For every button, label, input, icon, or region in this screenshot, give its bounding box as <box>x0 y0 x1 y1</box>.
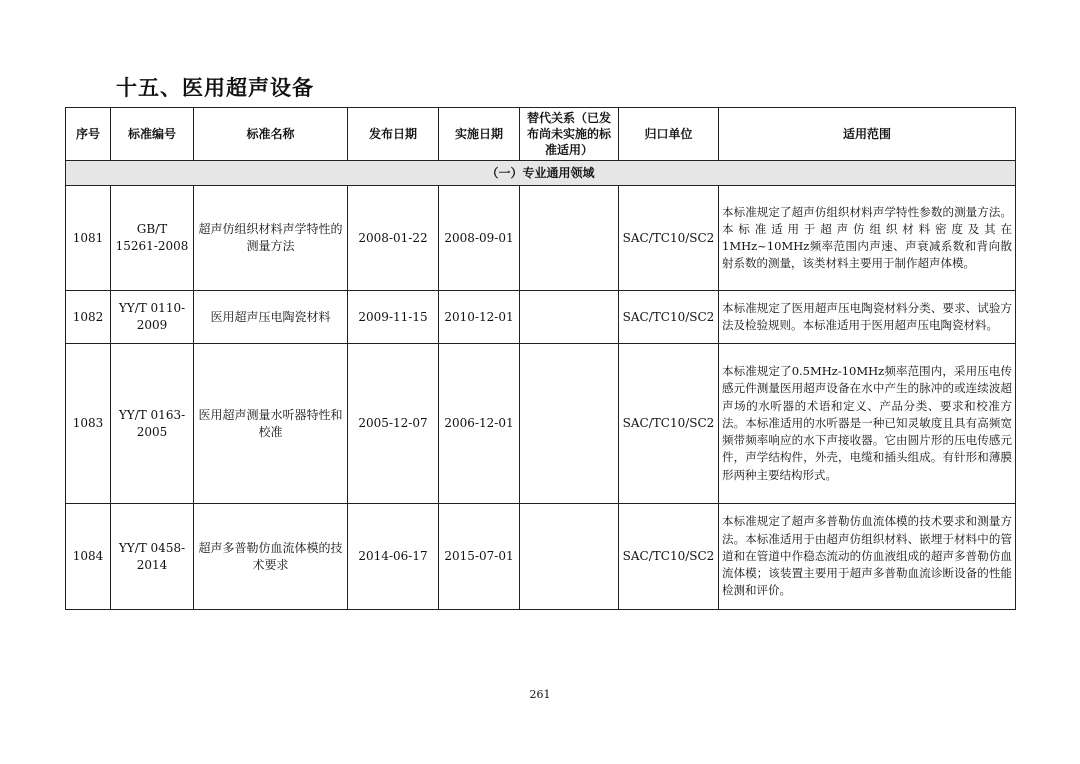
cell-name: 医用超声压电陶瓷材料 <box>194 291 348 344</box>
cell-scope: 本标准规定了超声多普勒仿血流体模的技术要求和测量方法。本标准适用于由超声仿组织材料、嵌埋于材料中的管道和在管道中作稳态流动的仿血液组成的超声多普勒仿血流体模；该装置主要用于超声多普勒血流诊断设备的性能检测和评价。 <box>719 504 1016 610</box>
cell-name: 医用超声测量水听器特性和校准 <box>194 344 348 504</box>
cell-no: 1083 <box>66 344 111 504</box>
page-title: 十五、医用超声设备 <box>116 76 314 100</box>
table-row <box>66 291 1016 344</box>
header-no: 序号 <box>66 108 111 161</box>
cell-unit: SAC/TC10/SC2 <box>619 344 719 504</box>
cell-unit: SAC/TC10/SC2 <box>619 186 719 291</box>
cell-effective: 2015-07-01 <box>439 504 520 610</box>
section-row <box>66 161 1016 186</box>
cell-scope: 本标准规定了超声仿组织材料声学特性参数的测量方法。本标准适用于超声仿组织材料密度及其在1MHz~10MHz频率范围内声速、声衰减系数和背向散射系数的测量，该类材料主要用于制作超声体模。 <box>719 186 1016 291</box>
cell-name: 超声仿组织材料声学特性的测量方法 <box>194 186 348 291</box>
cell-issued: 2009-11-15 <box>348 291 439 344</box>
cell-code: YY/T 0110-2009 <box>111 291 194 344</box>
table-row <box>66 344 1016 504</box>
cell-code: YY/T 0458-2014 <box>111 504 194 610</box>
section-title: （一）专业通用领域 <box>66 161 1016 186</box>
table-row <box>66 504 1016 610</box>
cell-issued: 2008-01-22 <box>348 186 439 291</box>
cell-replace <box>520 504 619 610</box>
standards-table <box>65 107 1016 610</box>
cell-unit: SAC/TC10/SC2 <box>619 291 719 344</box>
header-effective: 实施日期 <box>439 108 520 161</box>
cell-no: 1081 <box>66 186 111 291</box>
cell-effective: 2010-12-01 <box>439 291 520 344</box>
header-row <box>66 108 1016 161</box>
cell-issued: 2005-12-07 <box>348 344 439 504</box>
cell-effective: 2008-09-01 <box>439 186 520 291</box>
cell-replace <box>520 344 619 504</box>
cell-issued: 2014-06-17 <box>348 504 439 610</box>
cell-no: 1082 <box>66 291 111 344</box>
cell-code: YY/T 0163-2005 <box>111 344 194 504</box>
table-row <box>66 186 1016 291</box>
cell-name: 超声多普勒仿血流体模的技术要求 <box>194 504 348 610</box>
cell-replace <box>520 291 619 344</box>
header-issued: 发布日期 <box>348 108 439 161</box>
cell-no: 1084 <box>66 504 111 610</box>
header-scope: 适用范围 <box>719 108 1016 161</box>
header-name: 标准名称 <box>194 108 348 161</box>
header-replace: 替代关系（已发布尚未实施的标准适用） <box>520 108 619 161</box>
header-code: 标准编号 <box>111 108 194 161</box>
cell-scope: 本标准规定了0.5MHz-10MHz频率范围内，采用压电传感元件测量医用超声设备在水中产生的脉冲的或连续波超声场的水听器的术语和定义、产品分类、要求和校准方法。本标准适用的水听器是一种已知灵敏度且具有高频宽频带频率响应的水下声接收器。它由圆片形的压电传感元件，声学结构件，外壳，电缆和插头组成。有针形和薄膜形两种主要结构形式。 <box>719 344 1016 504</box>
cell-code: GB/T 15261-2008 <box>111 186 194 291</box>
cell-replace <box>520 186 619 291</box>
cell-unit: SAC/TC10/SC2 <box>619 504 719 610</box>
cell-scope: 本标准规定了医用超声压电陶瓷材料分类、要求、试验方法及检验规则。本标准适用于医用超声压电陶瓷材料。 <box>719 291 1016 344</box>
cell-effective: 2006-12-01 <box>439 344 520 504</box>
page-number: 261 <box>529 688 551 701</box>
header-unit: 归口单位 <box>619 108 719 161</box>
